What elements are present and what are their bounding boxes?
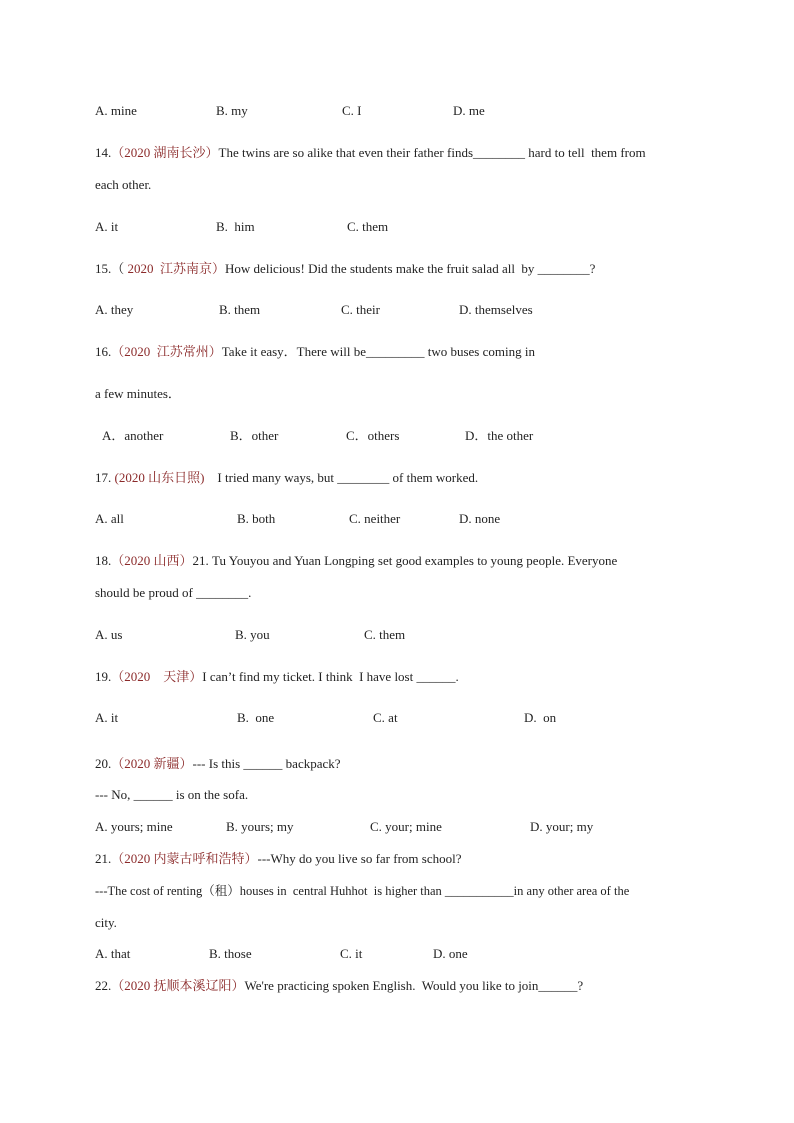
q17-option-a: A. all <box>95 511 124 526</box>
q15-option-a: A. they <box>95 302 134 317</box>
question-18-text-cont: should be proud of ________. <box>95 585 252 600</box>
question-number: 19. <box>95 669 112 684</box>
question-text: I can’t find my ticket. I think I have lost ______. <box>202 669 459 684</box>
question-text: Take it easy．There will be_________ two buses coming in <box>221 344 535 359</box>
q14-option-a: A. it <box>95 219 119 234</box>
q21-option-c: C. it <box>340 946 363 961</box>
q18-option-a: A. us <box>95 627 123 642</box>
question-text: The twins are so alike that even their father finds________ hard to tell them from <box>218 145 646 160</box>
question-number: 18. <box>95 553 112 568</box>
question-18 <box>95 552 617 570</box>
q20-option-a: A. yours; mine <box>95 819 173 834</box>
q15-option-b: B. them <box>219 302 261 317</box>
q14-option-b: B. him <box>216 219 255 234</box>
question-17 <box>95 469 478 487</box>
q19-option-c: C. at <box>373 710 398 725</box>
question-number: 16. <box>95 344 112 359</box>
q20-option-d: D. your; my <box>530 819 594 834</box>
q18-option-b: B. you <box>235 627 270 642</box>
question-source: （2020 江苏常州） <box>111 344 222 359</box>
question-text: I tried many ways, but ________ of them worked. <box>204 470 479 485</box>
q19-option-a: A. it <box>95 710 119 725</box>
question-15 <box>95 260 595 278</box>
q21-option-a: A. that <box>95 946 131 961</box>
question-source: (2020 山东日照) <box>114 470 205 485</box>
q20-option-b: B. yours; my <box>226 819 294 834</box>
question-number: 14. <box>95 145 112 160</box>
q21-option-b: B. those <box>209 946 252 961</box>
q14-option-c: C. them <box>347 219 389 234</box>
question-source: 2020 江苏南京） <box>127 261 226 276</box>
question-source: （2020 湖南长沙） <box>111 145 219 160</box>
question-19 <box>95 668 459 686</box>
question-16 <box>95 343 535 361</box>
question-16-text-cont: a few minutes． <box>95 386 181 401</box>
q16-option-c: C．others <box>346 428 400 443</box>
q13-option-d: D. me <box>453 103 485 118</box>
question-source: （2020 山西） <box>111 553 193 568</box>
question-number: 20. <box>95 756 112 771</box>
question-number: 17. <box>95 470 115 485</box>
question-text: 21. Tu Youyou and Yuan Longping set good examples to young people. Everyone <box>192 553 618 568</box>
question-21-text-cont: ---The cost of renting（租）houses in central Huhhot is higher than ___________in any other area of the <box>95 884 630 898</box>
q16-option-a: A．another <box>102 428 164 443</box>
q18-option-c: C. them <box>364 627 406 642</box>
q16-option-d: D．the other <box>465 428 534 443</box>
question-20-text-cont: --- No, ______ is on the sofa. <box>95 787 249 802</box>
question-20 <box>95 755 341 773</box>
question-21 <box>95 850 462 868</box>
q20-option-c: C. your; mine <box>370 819 442 834</box>
q19-option-d: D. on <box>524 710 557 725</box>
q17-option-d: D. none <box>459 511 501 526</box>
q13-option-a: A. mine <box>95 103 137 118</box>
q19-option-b: B. one <box>237 710 275 725</box>
question-text: ---Why do you live so far from school? <box>257 851 462 866</box>
q17-option-c: C. neither <box>349 511 401 526</box>
q13-option-c: C. I <box>342 103 362 118</box>
q16-option-b: B．other <box>230 428 279 443</box>
question-number: 15.（ <box>95 261 128 276</box>
q21-option-d: D. one <box>433 946 468 961</box>
question-source: （2020 内蒙古呼和浩特） <box>111 851 258 866</box>
question-22 <box>95 977 583 995</box>
question-14 <box>95 144 646 162</box>
question-text: We're practicing spoken English. Would you like to join______? <box>244 978 584 993</box>
q15-option-d: D. themselves <box>459 302 533 317</box>
question-14-text-cont: each other. <box>95 177 152 192</box>
q17-option-b: B. both <box>237 511 276 526</box>
question-text: How delicious! Did the students make the fruit salad all by ________? <box>225 261 596 276</box>
question-number: 21. <box>95 851 112 866</box>
q13-option-b: B. my <box>216 103 248 118</box>
question-21-text-cont2: city. <box>95 915 117 930</box>
question-source: （2020 抚顺本溪辽阳） <box>111 978 245 993</box>
q15-option-c: C. their <box>341 302 380 317</box>
question-source: （2020 天津） <box>111 669 203 684</box>
question-number: 22. <box>95 978 112 993</box>
question-text: --- Is this ______ backpack? <box>192 756 341 771</box>
question-source: （2020 新疆） <box>111 756 193 771</box>
